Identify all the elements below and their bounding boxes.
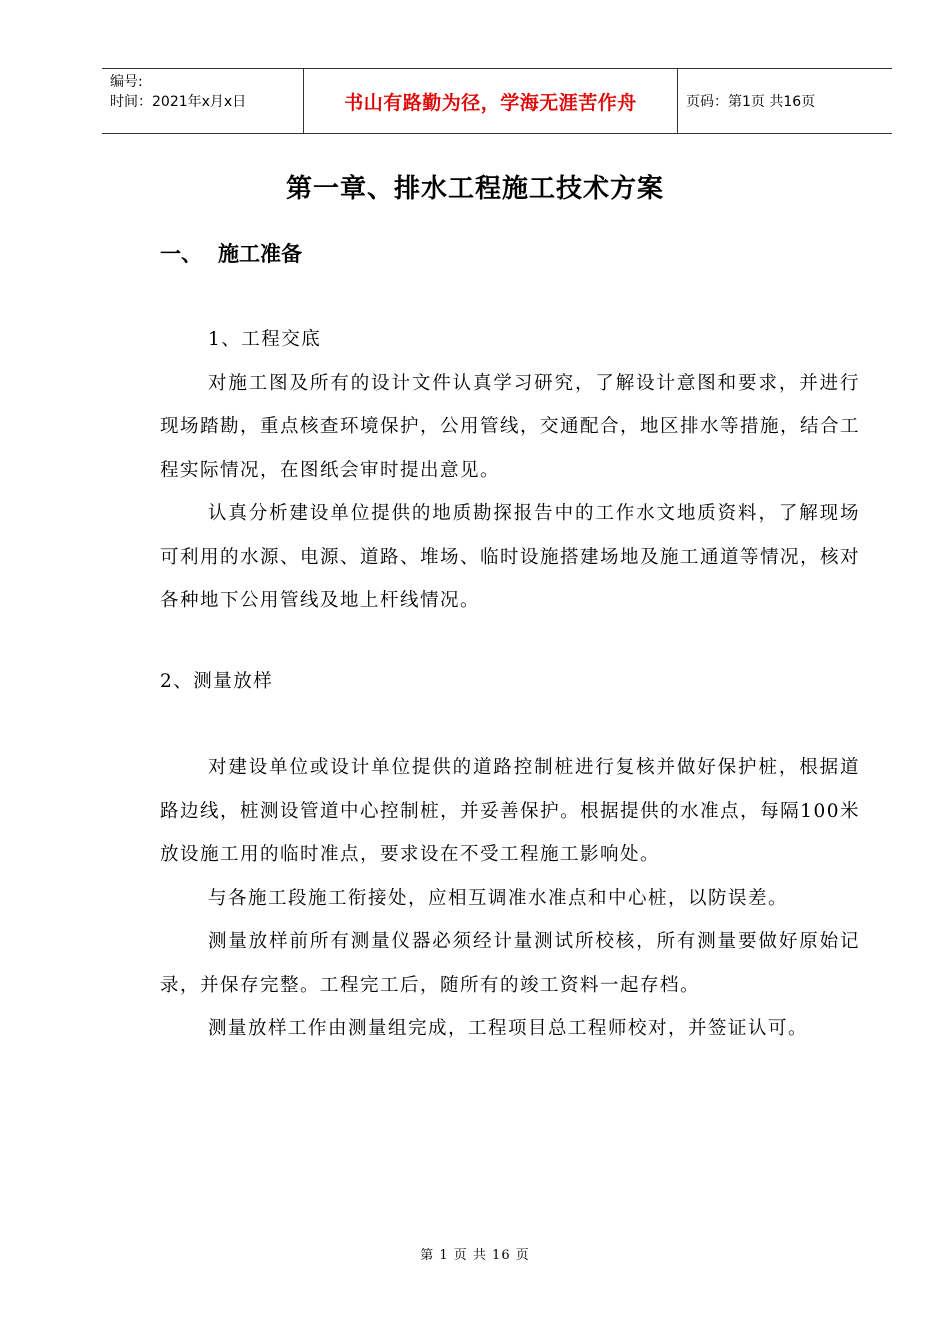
paragraph: 对施工图及所有的设计文件认真学习研究，了解设计意图和要求，并进行现场踏勘，重点核查环境保护，公用管线，交通配合，地区排水等措施，结合工程实际情况，在图纸会审时提出意见。 (160, 372, 861, 481)
document-date-label: 时间：2021年x月x日 (110, 94, 247, 110)
document-number-label: 编号: (110, 74, 143, 90)
page-footer: 第 1 页 共 16 页 (420, 1248, 530, 1263)
paragraph: 测量放样工作由测量组完成，工程项目总工程师校对，并签证认可。 (208, 1018, 809, 1039)
header-info-cell (102, 69, 304, 133)
header-page-label: 页码：第1页 共16页 (686, 94, 816, 110)
paragraph: 认真分析建设单位提供的地质勘探报告中的工作水文地质资料，了解现场可利用的水源、电源、道路、堆场、临时设施搭建场地及施工通道等情况，核对各种地下公用管线及地上杆线情况。 (160, 503, 861, 611)
subsection-engineering-handover (160, 318, 860, 623)
section-heading-text: 施工准备 (218, 242, 302, 266)
section-heading (160, 238, 302, 268)
subsection-survey-setting-out (160, 746, 860, 1051)
header-table (102, 68, 892, 134)
header-page-cell (678, 69, 892, 133)
paragraph: 与各施工段施工衔接处，应相互调准水准点和中心桩，以防误差。 (208, 887, 789, 909)
section-number: 一、 (160, 242, 202, 266)
document-title: 第一章、排水工程施工技术方案 (285, 174, 664, 204)
subsection-heading: 2、测量放样 (160, 671, 274, 692)
header-motto-cell (304, 69, 678, 133)
paragraph: 对建设单位或设计单位提供的道路控制桩进行复核并做好保护桩，根据道路边线，桩测设管道中心控制桩，并妥善保护。根据提供的水准点，每隔100米放设施工用的临时准点，要求设在不受工程施工影响处。 (160, 757, 860, 865)
header-motto: 书山有路勤为径，学海无涯苦作舟 (344, 91, 637, 114)
subsection-heading: 1、工程交底 (208, 329, 322, 350)
paragraph: 测量放样前所有测量仪器必须经计量测试所校核，所有测量要做好原始记录，并保存完整。工程完工后，随所有的竣工资料一起存档。 (160, 931, 860, 996)
subsection-survey-heading-block (160, 660, 860, 704)
